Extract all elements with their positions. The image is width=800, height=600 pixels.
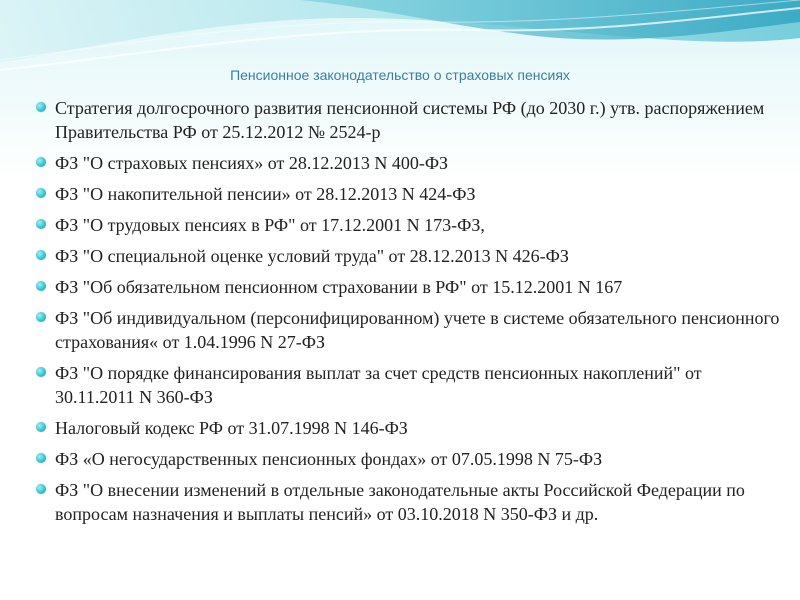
list-item-text: ФЗ "О внесении изменений в отдельные законодательные акты Российской Федерации по вопросам назначения и выплаты пенсий» от 03.10.2018 N 350-ФЗ и др.: [55, 480, 745, 524]
bullet-icon: [36, 281, 46, 291]
list-item: [36, 213, 781, 237]
list-item-text: Стратегия долгосрочного развития пенсионной системы РФ (до 2030 г.) утв. распоряжением Правительства РФ от 25.12.2012 № 2524-р: [55, 98, 765, 142]
list-item: [36, 306, 781, 354]
bullet-icon: [36, 453, 46, 463]
list-item: [36, 151, 781, 175]
legislation-list: [36, 96, 781, 533]
list-item-text: ФЗ "О трудовых пенсиях в РФ" от 17.12.2001 N 173-ФЗ,: [55, 215, 485, 235]
list-item: [36, 478, 781, 526]
list-item: [36, 361, 781, 409]
bullet-icon: [36, 102, 46, 112]
bullet-icon: [36, 422, 46, 432]
bullet-icon: [36, 188, 46, 198]
list-item-text: ФЗ «О негосударственных пенсионных фондах» от 07.05.1998 N 75-ФЗ: [55, 449, 603, 469]
list-item: [36, 447, 781, 471]
list-item-text: ФЗ "О специальной оценке условий труда" от 28.12.2013 N 426-ФЗ: [55, 246, 569, 266]
list-item: [36, 244, 781, 268]
list-item-text: ФЗ "О порядке финансирования выплат за счет средств пенсионных накоплений" от 30.11.2011 N 360-ФЗ: [55, 363, 702, 407]
list-item: [36, 275, 781, 299]
list-item-text: Налоговый кодекс РФ от 31.07.1998 N 146-ФЗ: [55, 418, 408, 438]
header-wave-decoration: [0, 0, 800, 100]
list-item: [36, 416, 781, 440]
list-item-text: ФЗ "Об обязательном пенсионном страховании в РФ" от 15.12.2001 N 167: [55, 277, 623, 297]
bullet-icon: [36, 250, 46, 260]
list-item: [36, 182, 781, 206]
bullet-icon: [36, 484, 46, 494]
bullet-icon: [36, 367, 46, 377]
bullet-icon: [36, 219, 46, 229]
slide-title: Пенсионное законодательство о страховых пенсиях: [230, 67, 570, 83]
bullet-icon: [36, 312, 46, 322]
list-item-text: ФЗ "Об индивидуальном (персонифицированном) учете в системе обязательного пенсионного страхования« от 1.04.1996 N 27-ФЗ: [55, 308, 780, 352]
list-item: [36, 96, 781, 144]
bullet-icon: [36, 157, 46, 167]
list-item-text: ФЗ "О накопительной пенсии» от 28.12.2013 N 424-ФЗ: [55, 184, 476, 204]
list-item-text: ФЗ "О страховых пенсиях» от 28.12.2013 N 400-ФЗ: [55, 153, 449, 173]
